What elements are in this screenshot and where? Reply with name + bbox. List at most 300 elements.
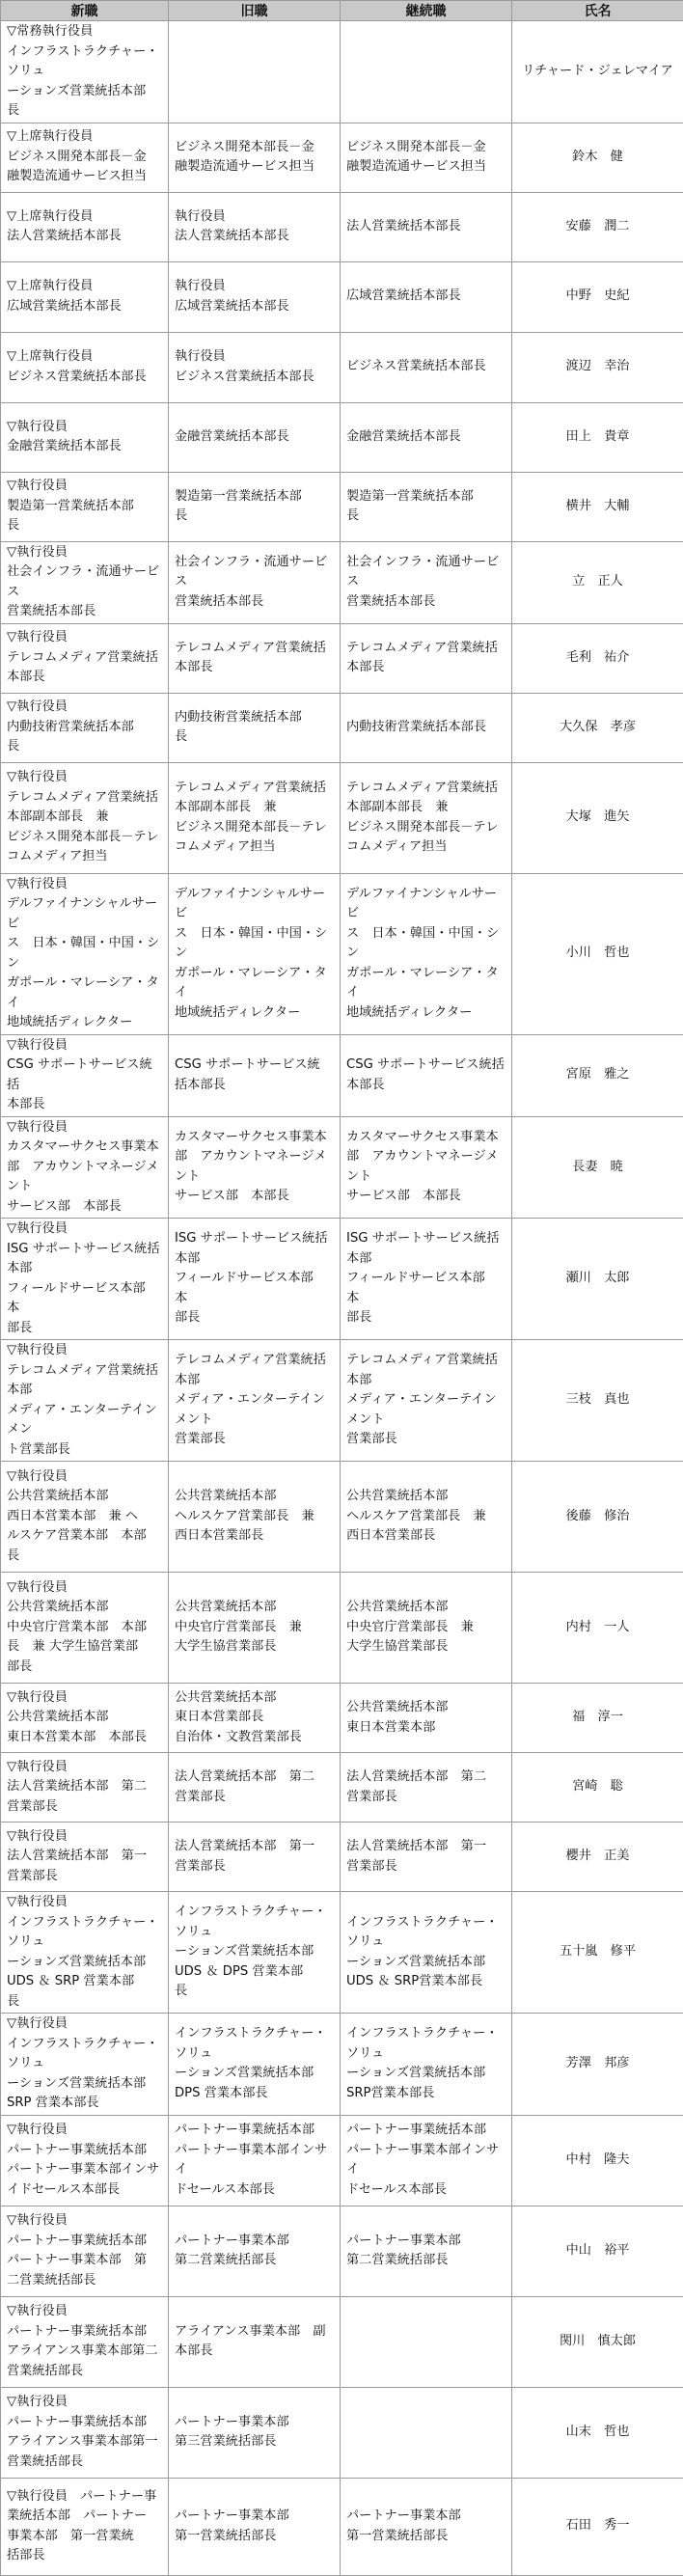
- previous-position-cell: [169, 1116, 341, 1219]
- cell-line: DPS 営業本部長: [175, 2084, 334, 2104]
- continuing-position-cell: [341, 762, 512, 873]
- previous-position-cell: [169, 21, 341, 123]
- cell-line: ヘルスケア営業部長 兼: [175, 1507, 334, 1527]
- cell-line: ドセールス本部長: [346, 2180, 505, 2201]
- cell-line: パートナー事業本部インサイ: [346, 2141, 505, 2180]
- cell-line: ヘルスケア営業部長 兼: [346, 1507, 505, 1527]
- cell-line: ▽常務執行役員: [7, 22, 162, 42]
- cell-line: カスタマーサクセス事業本: [346, 1128, 505, 1148]
- cell-line: パートナー事業本部インサ: [7, 2160, 162, 2180]
- previous-position-cell: [169, 1684, 341, 1753]
- new-position-cell: [1, 1034, 169, 1116]
- cell-line: 中央官庁営業本部 本部: [7, 1618, 162, 1638]
- previous-position-cell: [169, 1462, 341, 1573]
- cell-line: 法人営業統括本部長: [346, 217, 505, 237]
- previous-position-cell: [169, 192, 341, 261]
- cell-line: 部 アカウントマネージメント: [7, 1158, 162, 1197]
- cell-line: 自治体・文教営業部長: [175, 1728, 334, 1748]
- continuing-position-cell: [341, 1573, 512, 1684]
- cell-line: ISG サポートサービス統括: [346, 1229, 505, 1249]
- cell-line: ビジネス営業統括本部長: [175, 368, 334, 388]
- previous-position-cell: [169, 1340, 341, 1462]
- cell-line: 長: [7, 101, 162, 122]
- previous-position-cell: [169, 1753, 341, 1822]
- continuing-position-cell: [341, 2206, 512, 2296]
- cell-line: ▽上席執行役員: [7, 207, 162, 228]
- person-name-cell: 瀬川 太郎: [512, 1219, 683, 1340]
- cell-line: 中央官庁営業部長 兼: [346, 1618, 505, 1638]
- cell-line: 長: [7, 516, 162, 536]
- cell-line: 長: [175, 727, 334, 748]
- cell-line: ーションズ営業統括本部: [175, 2064, 334, 2084]
- cell-line: 営業統括部長: [7, 2362, 162, 2382]
- new-position-cell: [1, 1753, 169, 1822]
- person-name-cell: 福 淳一: [512, 1684, 683, 1753]
- previous-position-cell: [169, 402, 341, 472]
- cell-line: UDS ＆ DPS 営業本部: [175, 1962, 334, 1983]
- cell-line: 第一営業統括部長: [346, 2527, 505, 2547]
- cell-line: パートナー事業統括本部: [7, 2232, 162, 2252]
- cell-line: 営業部長: [7, 1867, 162, 1887]
- new-position-cell: [1, 1219, 169, 1340]
- cell-line: ▽執行役員: [7, 2121, 162, 2141]
- new-position-cell: [1, 2387, 169, 2478]
- new-position-cell: [1, 123, 169, 192]
- previous-position-cell: [169, 472, 341, 541]
- cell-line: ISG サポートサービス統括: [175, 1229, 334, 1249]
- continuing-position-cell: [341, 2478, 512, 2575]
- cell-line: CSG サポートサービス統括: [7, 1055, 162, 1095]
- cell-line: パートナー事業統括本部: [7, 2413, 162, 2433]
- cell-line: テレコムメディア営業統括: [346, 779, 505, 799]
- cell-line: 東日本営業部長: [175, 1708, 334, 1728]
- table-row: [1, 1892, 683, 2014]
- cell-line: 本部: [346, 1371, 505, 1391]
- cell-line: ーションズ営業統括本部: [346, 2064, 505, 2084]
- cell-line: 部 アカウントマネージメント: [346, 1147, 505, 1187]
- previous-position-cell: [169, 123, 341, 192]
- previous-position-cell: [169, 1219, 341, 1340]
- person-name-cell: 安藤 潤二: [512, 192, 683, 261]
- cell-line: パートナー事業本部: [175, 2413, 334, 2433]
- cell-line: 金融営業統括本部長: [175, 427, 334, 448]
- cell-line: 第一営業統括部長: [175, 2527, 334, 2547]
- previous-position-cell: [169, 2478, 341, 2575]
- cell-line: 公共営業統括本部: [7, 1708, 162, 1728]
- cell-line: ▽執行役員: [7, 2393, 162, 2413]
- cell-line: 広域営業統括本部長: [7, 297, 162, 317]
- table-row: [1, 1573, 683, 1684]
- cell-line: 法人営業統括本部 第二: [7, 1777, 162, 1797]
- cell-line: ス 日本・韓国・中国・シン: [346, 924, 505, 964]
- cell-line: 法人営業統括本部 第二: [346, 1768, 505, 1788]
- continuing-position-cell: [341, 2014, 512, 2116]
- cell-line: パートナー事業統括本部: [346, 2121, 505, 2141]
- cell-line: テレコムメディア営業統括: [175, 779, 334, 799]
- cell-line: 営業統括本部長: [175, 592, 334, 613]
- cell-line: インフラストラクチャー・ソリュ: [175, 2024, 334, 2064]
- continuing-position-cell: [341, 1116, 512, 1219]
- continuing-position-cell: [341, 2115, 512, 2206]
- cell-line: CSG サポートサービス統括: [346, 1055, 505, 1076]
- table-row: [1, 402, 683, 472]
- cell-line: ビジネス営業統括本部長: [346, 357, 505, 377]
- cell-line: 第二営業統括部長: [175, 2251, 334, 2271]
- cell-line: フィールドサービス本部 本: [7, 1279, 162, 1319]
- person-name-cell: 石田 秀一: [512, 2478, 683, 2575]
- cell-line: 本部副本部長 兼: [346, 798, 505, 818]
- cell-line: 長 兼 大学生協営業部: [7, 1637, 162, 1658]
- cell-line: ▽執行役員: [7, 1893, 162, 1913]
- table-row: [1, 192, 683, 261]
- continuing-position-cell: [341, 402, 512, 472]
- previous-position-cell: [169, 1573, 341, 1684]
- cell-line: 本部長: [175, 2342, 334, 2362]
- table-row: [1, 21, 683, 123]
- cell-line: 製造第一営業統括本部: [346, 487, 505, 507]
- cell-line: ▽執行役員: [7, 1036, 162, 1056]
- new-position-cell: [1, 623, 169, 693]
- cell-line: 本部副本部長 兼: [7, 808, 162, 828]
- table-body: [1, 21, 683, 2576]
- cell-line: パートナー事業本部: [175, 2232, 334, 2252]
- cell-line: 公共営業統括本部: [346, 1598, 505, 1618]
- cell-line: 社会インフラ・流通サービス: [175, 553, 334, 592]
- cell-line: ガポール・マレーシア・タイ: [346, 964, 505, 1003]
- cell-line: インフラストラクチャー・ソリュ: [346, 1913, 505, 1953]
- cell-line: 地域統括ディレクター: [175, 1003, 334, 1024]
- cell-line: ビジネス開発本部長－テレ: [7, 828, 162, 848]
- person-name-cell: 中野 史紀: [512, 261, 683, 332]
- previous-position-cell: [169, 2387, 341, 2478]
- cell-line: 法人営業統括本部 第一: [346, 1837, 505, 1857]
- cell-line: 括部長: [7, 2546, 162, 2566]
- cell-line: ▽執行役員: [7, 1118, 162, 1138]
- cell-line: ▽執行役員: [7, 2211, 162, 2232]
- cell-line: デルファイナンシャルサービ: [175, 885, 334, 924]
- table-row: [1, 261, 683, 332]
- cell-line: コムメディア担当: [346, 837, 505, 858]
- previous-position-cell: [169, 762, 341, 873]
- new-position-cell: [1, 2296, 169, 2387]
- cell-line: ▽執行役員: [7, 1219, 162, 1240]
- new-position-cell: [1, 21, 169, 123]
- new-position-cell: [1, 261, 169, 332]
- new-position-cell: [1, 541, 169, 623]
- continuing-position-cell: [341, 2387, 512, 2478]
- person-name-cell: 横井 大輔: [512, 472, 683, 541]
- cell-line: コムメディア担当: [175, 837, 334, 858]
- cell-line: カスタマーサクセス事業本: [175, 1128, 334, 1148]
- cell-line: 公共営業統括本部: [175, 1487, 334, 1507]
- person-name-cell: 毛利 祐介: [512, 623, 683, 693]
- new-position-cell: [1, 693, 169, 762]
- new-position-cell: [1, 1892, 169, 2014]
- cell-line: 業統括本部 パートナー: [7, 2507, 162, 2527]
- continuing-position-cell: [341, 21, 512, 123]
- cell-line: 長: [7, 1547, 162, 1567]
- cell-line: コムメディア担当: [7, 847, 162, 867]
- cell-line: 部長: [346, 1308, 505, 1329]
- cell-line: ▽上席執行役員: [7, 127, 162, 148]
- cell-line: カスタマーサクセス事業本: [7, 1137, 162, 1158]
- cell-line: 公共営業統括本部: [346, 1487, 505, 1507]
- cell-line: 本部: [175, 1249, 334, 1270]
- new-position-cell: [1, 2478, 169, 2575]
- cell-line: 営業統括本部長: [7, 602, 162, 622]
- new-position-cell: [1, 873, 169, 1034]
- cell-line: インフラストラクチャー・ソリュ: [7, 42, 162, 82]
- cell-line: ビジネス開発本部長－金: [175, 138, 334, 158]
- cell-line: パートナー事業本部: [346, 2507, 505, 2527]
- person-name-cell: 長妻 暁: [512, 1116, 683, 1219]
- cell-line: SRP 営業本部長: [7, 2094, 162, 2114]
- table-row: [1, 2014, 683, 2116]
- cell-line: ▽執行役員: [7, 698, 162, 718]
- person-name-cell: 宮崎 聡: [512, 1753, 683, 1822]
- cell-line: 大学生協営業部長: [175, 1637, 334, 1658]
- cell-line: 広域営業統括本部長: [175, 297, 334, 317]
- new-position-cell: [1, 402, 169, 472]
- previous-position-cell: [169, 332, 341, 402]
- cell-line: 広域営業統括本部長: [346, 287, 505, 307]
- continuing-position-cell: [341, 332, 512, 402]
- new-position-cell: [1, 1684, 169, 1753]
- continuing-position-cell: [341, 1753, 512, 1822]
- cell-line: サービス部 本部長: [346, 1187, 505, 1207]
- cell-line: 括本部長: [175, 1076, 334, 1096]
- table-row: [1, 693, 683, 762]
- continuing-position-cell: [341, 623, 512, 693]
- person-name-cell: 関川 慎太郎: [512, 2296, 683, 2387]
- cell-line: 長: [175, 1982, 334, 2002]
- cell-line: アライアンス事業本部 副: [175, 2322, 334, 2343]
- cell-line: メディア・エンターテインメント: [346, 1390, 505, 1430]
- continuing-position-cell: [341, 873, 512, 1034]
- person-name-cell: 小川 哲也: [512, 873, 683, 1034]
- cell-line: ビジネス開発本部長－金: [346, 138, 505, 158]
- table-row: [1, 623, 683, 693]
- cell-line: 部長: [7, 1319, 162, 1339]
- cell-line: 長: [7, 1992, 162, 2013]
- new-position-cell: [1, 2206, 169, 2296]
- cell-line: パートナー事業統括本部: [7, 2322, 162, 2343]
- cell-line: パートナー事業統括本部: [175, 2121, 334, 2141]
- previous-position-cell: [169, 2115, 341, 2206]
- cell-line: ▽上席執行役員: [7, 277, 162, 297]
- cell-line: 営業部長: [346, 1788, 505, 1808]
- cell-line: 公共営業統括本部: [346, 1698, 505, 1718]
- cell-line: ▽執行役員: [7, 1758, 162, 1778]
- cell-line: パートナー事業本部: [346, 2232, 505, 2252]
- cell-line: ス 日本・韓国・中国・シン: [175, 924, 334, 964]
- cell-line: テレコムメディア営業統括: [175, 1351, 334, 1371]
- person-name-cell: 櫻井 正美: [512, 1822, 683, 1892]
- cell-line: 長: [346, 507, 505, 527]
- previous-position-cell: [169, 873, 341, 1034]
- cell-line: ▽執行役員: [7, 1341, 162, 1361]
- cell-line: 営業統括本部長: [346, 592, 505, 613]
- person-name-cell: 中山 裕平: [512, 2206, 683, 2296]
- cell-line: 法人営業統括本部 第一: [7, 1847, 162, 1867]
- cell-line: ーションズ営業統括本部: [7, 1953, 162, 1973]
- cell-line: ガポール・マレーシア・タイ: [175, 964, 334, 1003]
- cell-line: ▽執行役員: [7, 1827, 162, 1848]
- continuing-position-cell: [341, 541, 512, 623]
- cell-line: UDS ＆ SRP 営業本部: [7, 1972, 162, 1992]
- cell-line: 事業本部 第一営業統: [7, 2527, 162, 2547]
- table-row: [1, 1034, 683, 1116]
- cell-line: 本部: [7, 1381, 162, 1401]
- cell-line: メディア・エンターテインメント: [175, 1390, 334, 1430]
- previous-position-cell: [169, 2296, 341, 2387]
- cell-line: 部長: [7, 1658, 162, 1678]
- table-row: [1, 123, 683, 192]
- table-row: [1, 2115, 683, 2206]
- new-position-cell: [1, 1340, 169, 1462]
- cell-line: ドセールス本部長: [175, 2180, 334, 2201]
- table-row: [1, 1684, 683, 1753]
- new-position-cell: [1, 2115, 169, 2206]
- continuing-position-cell: [341, 192, 512, 261]
- cell-line: フィールドサービス本部 本: [175, 1269, 334, 1308]
- table-row: [1, 1219, 683, 1340]
- cell-line: 二営業統括部長: [7, 2271, 162, 2291]
- person-name-cell: 立 正人: [512, 541, 683, 623]
- person-name-cell: 大久保 孝彦: [512, 693, 683, 762]
- cell-line: 西日本営業本部 兼 ヘ: [7, 1507, 162, 1527]
- person-name-cell: 田上 貴章: [512, 402, 683, 472]
- cell-line: インフラストラクチャー・ソリュ: [7, 1913, 162, 1953]
- new-position-cell: [1, 1462, 169, 1573]
- new-position-cell: [1, 192, 169, 261]
- cell-line: 執行役員: [175, 207, 334, 228]
- person-name-cell: リチャード・ジェレマイア: [512, 21, 683, 123]
- cell-line: 公共営業統括本部: [175, 1598, 334, 1618]
- previous-position-cell: [169, 693, 341, 762]
- cell-line: 本部長: [346, 658, 505, 678]
- cell-line: ルスケア営業本部 本部: [7, 1526, 162, 1547]
- cell-line: 第二営業統括部長: [346, 2251, 505, 2271]
- cell-line: 本部: [346, 1249, 505, 1270]
- continuing-position-cell: [341, 1684, 512, 1753]
- continuing-position-cell: [341, 1219, 512, 1340]
- person-name-cell: 芳澤 邦彦: [512, 2014, 683, 2116]
- cell-line: ISG サポートサービス統括: [7, 1240, 162, 1260]
- previous-position-cell: [169, 1034, 341, 1116]
- cell-line: ーションズ営業統括本部: [346, 1953, 505, 1973]
- cell-line: 本部長: [7, 1095, 162, 1115]
- table-row: [1, 1462, 683, 1573]
- table-row: [1, 1822, 683, 1892]
- person-name-cell: 渡辺 幸治: [512, 332, 683, 402]
- cell-line: パートナー事業本部: [175, 2507, 334, 2527]
- person-name-cell: 大塚 進矢: [512, 762, 683, 873]
- cell-line: 製造第一営業統括本部: [7, 497, 162, 517]
- cell-line: ▽執行役員: [7, 418, 162, 438]
- table-row: [1, 762, 683, 873]
- cell-line: ーションズ営業統括本部: [7, 82, 162, 102]
- cell-line: 本部長: [7, 668, 162, 688]
- cell-line: 金融営業統括本部長: [7, 437, 162, 457]
- cell-line: 営業部長: [175, 1788, 334, 1808]
- cell-line: アライアンス事業本部第二: [7, 2342, 162, 2362]
- cell-line: 法人営業統括本部 第二: [175, 1768, 334, 1788]
- cell-line: テレコムメディア営業統括: [7, 788, 162, 808]
- table-row: [1, 2296, 683, 2387]
- cell-line: ーションズ営業統括本部: [7, 2074, 162, 2095]
- cell-line: 大学生協営業部長: [346, 1637, 505, 1658]
- person-name-cell: 山末 哲也: [512, 2387, 683, 2478]
- cell-line: 製造第一営業統括本部: [175, 487, 334, 507]
- continuing-position-cell: [341, 472, 512, 541]
- cell-line: UDS ＆ SRP営業本部長: [346, 1972, 505, 1992]
- person-name-cell: 三枝 真也: [512, 1340, 683, 1462]
- cell-line: 長: [175, 507, 334, 527]
- cell-line: 営業部長: [175, 1430, 334, 1450]
- cell-line: 本部長: [346, 1076, 505, 1096]
- continuing-position-cell: [341, 693, 512, 762]
- cell-line: 融製造流通サービス担当: [346, 157, 505, 178]
- cell-line: 長: [7, 737, 162, 757]
- cell-line: 西日本営業部長: [175, 1526, 334, 1547]
- previous-position-cell: [169, 261, 341, 332]
- previous-position-cell: [169, 541, 341, 623]
- header-name: 氏名: [512, 1, 683, 21]
- cell-line: 東日本営業本部: [346, 1718, 505, 1739]
- cell-line: テレコムメディア営業統括: [7, 1361, 162, 1382]
- cell-line: ▽執行役員: [7, 1688, 162, 1709]
- cell-line: 内動技術営業統括本部長: [346, 718, 505, 738]
- cell-line: 社会インフラ・流通サービス: [7, 562, 162, 602]
- cell-line: テレコムメディア営業統括: [7, 648, 162, 669]
- cell-line: テレコムメディア営業統括: [346, 1351, 505, 1371]
- cell-line: デルファイナンシャルサービ: [7, 894, 162, 934]
- new-position-cell: [1, 332, 169, 402]
- cell-line: 公共営業統括本部: [7, 1598, 162, 1618]
- cell-line: ト営業部長: [7, 1440, 162, 1461]
- cell-line: 部長: [175, 1308, 334, 1329]
- person-name-cell: 内村 一人: [512, 1573, 683, 1684]
- cell-line: 法人営業統括本部長: [7, 227, 162, 247]
- cell-line: 執行役員: [175, 347, 334, 368]
- cell-line: ▽執行役員: [7, 1578, 162, 1599]
- continuing-position-cell: [341, 1340, 512, 1462]
- continuing-position-cell: [341, 2296, 512, 2387]
- new-position-cell: [1, 762, 169, 873]
- cell-line: サービス部 本部長: [175, 1187, 334, 1207]
- cell-line: 営業部長: [175, 1857, 334, 1877]
- cell-line: インフラストラクチャー・ソリュ: [346, 2024, 505, 2064]
- cell-line: ビジネス営業統括本部長: [7, 368, 162, 388]
- table-row: [1, 873, 683, 1034]
- cell-line: サービス部 本部長: [7, 1197, 162, 1218]
- previous-position-cell: [169, 2014, 341, 2116]
- cell-line: ビジネス開発本部長－金: [7, 148, 162, 168]
- table-row: [1, 472, 683, 541]
- person-name-cell: 後藤 修治: [512, 1462, 683, 1573]
- cell-line: ビジネス開発本部長－テレ: [175, 818, 334, 838]
- cell-line: 本部副本部長 兼: [175, 798, 334, 818]
- cell-line: ▽執行役員 パートナー事: [7, 2487, 162, 2507]
- cell-line: ス 日本・韓国・中国・シン: [7, 934, 162, 973]
- table-row: [1, 332, 683, 402]
- cell-line: 営業統括部長: [7, 2453, 162, 2473]
- cell-line: 営業部長: [346, 1857, 505, 1877]
- continuing-position-cell: [341, 1892, 512, 2014]
- cell-line: 中央官庁営業部長 兼: [175, 1618, 334, 1638]
- cell-line: 営業部長: [7, 1797, 162, 1818]
